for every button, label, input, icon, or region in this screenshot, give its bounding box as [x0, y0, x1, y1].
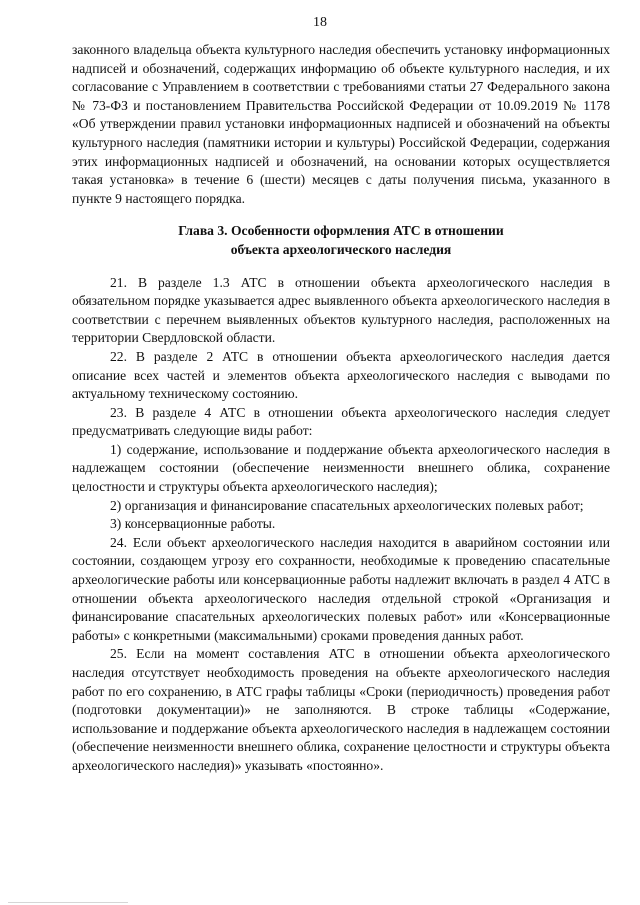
paragraph-23-item-3: 3) консервационные работы.	[110, 516, 276, 532]
paragraph-24: 24. Если объект археологического наследия находится в аварийном состоянии или состоянии, создающем угрозу его сохранности, необходимые к проведению спасательные археологические работы или консервационные работы надлежит включать в раздел 4 АТС в отношении объекта археологического наследия отдельной строкой «Организация и финансирование спасательных археологических полевых работ» или «Консервационные работы» с конкретными (максимальными) сроками проведения данных работ.	[72, 534, 610, 643]
chapter-title	[72, 222, 610, 259]
scan-edge-mark	[8, 902, 128, 903]
chapter-title-line-1: Глава 3. Особенности оформления АТС в отношении	[178, 223, 504, 239]
chapter-title-line-2: объекта археологического наследия	[230, 241, 452, 257]
paragraph-23: 23. В разделе 4 АТС в отношении объекта археологического наследия следует предусматривать следующие виды работ:	[72, 404, 610, 439]
paragraph-23-item-1: 1) содержание, использование и поддержание объекта археологического наследия в надлежащем состоянии (обеспечение неизменности внешнего облика, сохранение целостности и структуры объекта археологического наследия);	[72, 441, 610, 495]
paragraph-22: 22. В разделе 2 АТС в отношении объекта археологического наследия дается описание всех частей и элементов объекта археологического наследия с выводами по актуальному техническому состоянию.	[72, 348, 610, 402]
paragraph-21: 21. В разделе 1.3 АТС в отношении объекта археологического наследия в обязательном порядке указывается адрес выявленного объекта археологического наследия в соответствии с перечнем выявленных объектов культурного наследия, расположенных на территории Свердловской области.	[72, 274, 610, 346]
paragraph-continuation: законного владельца объекта культурного наследия обеспечить установку информационных надписей и обозначений, содержащих информацию об объекте культурного наследия, и их согласование с Управлением в соответствии с требованиями статьи 27 Федерального закона № 73-ФЗ и постановлением Правительства Российской Федерации от 10.09.2019 № 1178 «Об утверждении правил установки информационных надписей и обозначений на объекты культурного наследия (памятники истории и культуры) Российской Федерации, содержания этих информационных надписей и обозначений, на основании которых осуществляется такая установка» в течение 6 (шести) месяцев с даты получения письма, указанного в пункте 9 настоящего порядка.	[72, 42, 610, 206]
paragraph-25: 25. Если на момент составления АТС в отношении объекта археологического наследия отсутствует необходимость проведения на объекте археологического наследия работ по его сохранению, в АТС графы таблицы «Сроки (периодичность) проведения работ (подготовки документации)» не заполняются. В строке таблицы «Содержание, использование и поддержание объекта археологического наследия в надлежащем состоянии (обеспечение неизменности внешнего облика, сохранение целостности и структуры объекта археологического наследия)» указывать «постоянно».	[72, 646, 610, 773]
document-body	[72, 41, 610, 776]
paragraph-23-item-2: 2) организация и финансирование спасательных археологических полевых работ;	[110, 497, 584, 513]
page-number: 18	[313, 15, 327, 30]
